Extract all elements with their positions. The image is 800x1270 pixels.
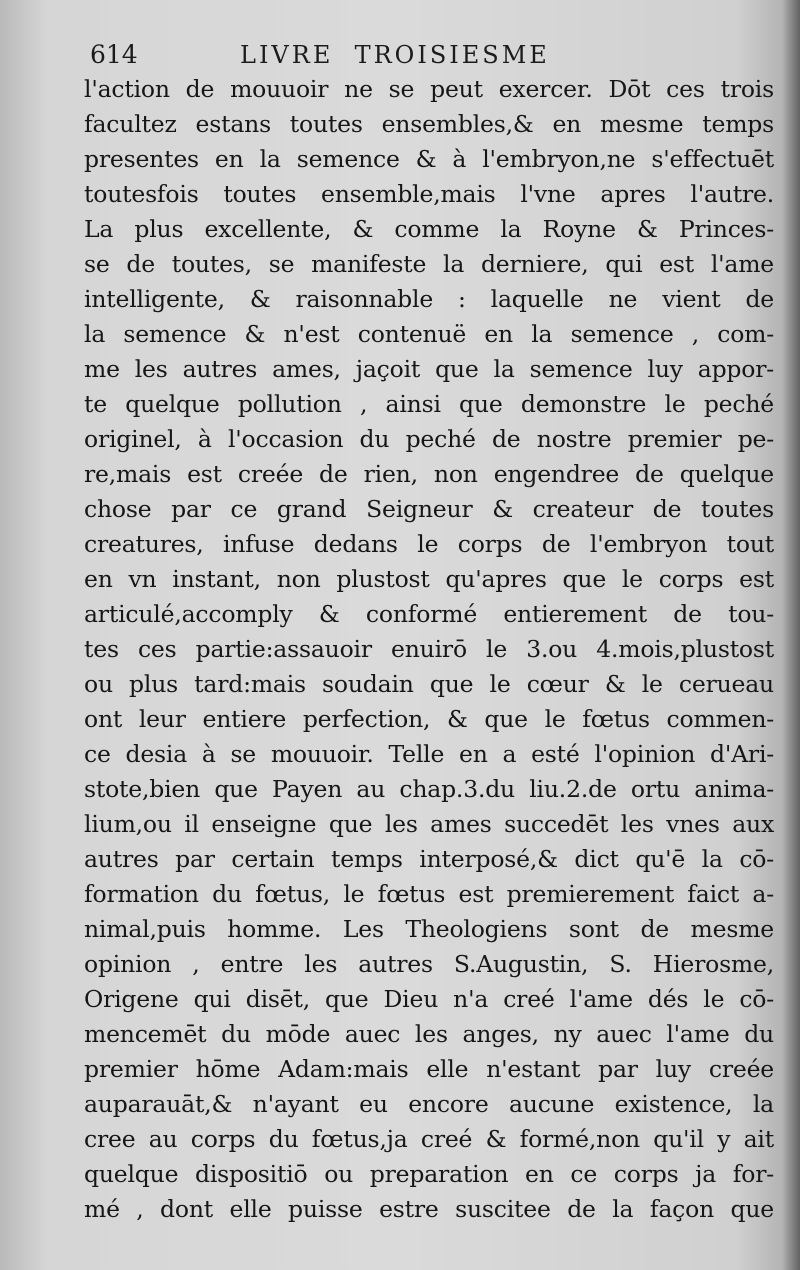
- text-line: mencemēt du mōde auec les anges, ny auec l'ame du: [84, 1020, 774, 1048]
- text-line: quelque dispositiō ou preparation en ce corps ja for-: [84, 1160, 774, 1188]
- text-line: articulé,accomply & conformé entierement de tou-: [84, 600, 774, 628]
- text-line: mé , dont elle puisse estre suscitee de la façon que: [84, 1195, 774, 1223]
- text-line: auparauāt,& n'ayant eu encore aucune existence, la: [84, 1090, 774, 1118]
- text-line: intelligente, & raisonnable : laquelle ne vient de: [84, 285, 774, 313]
- text-line: ont leur entiere perfection, & que le fœtus commen-: [84, 705, 774, 733]
- text-line: l'action de mouuoir ne se peut exercer. Dōt ces trois: [84, 75, 774, 103]
- text-line: ou plus tard:mais soudain que le cœur & le cerueau: [84, 670, 774, 698]
- text-line: ce desia à se mouuoir. Telle en a esté l'opinion d'Ari-: [84, 740, 774, 768]
- text-line: cree au corps du fœtus,ja creé & formé,non qu'il y ait: [84, 1125, 774, 1153]
- running-head: LIVRE TROISIESME: [240, 41, 550, 69]
- text-line: presentes en la semence & à l'embryon,ne s'effectuēt: [84, 145, 774, 173]
- text-line: opinion , entre les autres S.Augustin, S. Hierosme,: [84, 950, 774, 978]
- text-line: chose par ce grand Seigneur & createur de toutes: [84, 495, 774, 523]
- page-gutter-shadow: [782, 0, 800, 1270]
- text-line: tes ces partie:assauoir enuirō le 3.ou 4.mois,plustost: [84, 635, 774, 663]
- text-line: autres par certain temps interposé,& dict qu'ē la cō-: [84, 845, 774, 873]
- text-line: formation du fœtus, le fœtus est premierement faict a-: [84, 880, 774, 908]
- text-line: stote,bien que Payen au chap.3.du liu.2.de ortu anima-: [84, 775, 774, 803]
- text-line: re,mais est creée de rien, non engendree de quelque: [84, 460, 774, 488]
- text-line: Origene qui disēt, que Dieu n'a creé l'ame dés le cō-: [84, 985, 774, 1013]
- page-header: [90, 38, 650, 72]
- text-line: me les autres ames, jaçoit que la semence luy appor-: [84, 355, 774, 383]
- page-number: 614: [90, 40, 138, 69]
- text-line: originel, à l'occasion du peché de nostre premier pe-: [84, 425, 774, 453]
- text-line: creatures, infuse dedans le corps de l'embryon tout: [84, 530, 774, 558]
- text-line: facultez estans toutes ensembles,& en mesme temps: [84, 110, 774, 138]
- text-line: premier hōme Adam:mais elle n'estant par luy creée: [84, 1055, 774, 1083]
- text-line: en vn instant, non plustost qu'apres que le corps est: [84, 565, 774, 593]
- text-line: nimal,puis homme. Les Theologiens sont de mesme: [84, 915, 774, 943]
- text-line: la semence & n'est contenuë en la semence , com-: [84, 320, 774, 348]
- text-line: se de toutes, se manifeste la derniere, qui est l'ame: [84, 250, 774, 278]
- text-line: toutesfois toutes ensemble,mais l'vne apres l'autre.: [84, 180, 774, 208]
- body-text: [84, 72, 774, 1227]
- text-line: La plus excellente, & comme la Royne & Princes-: [84, 215, 774, 243]
- text-line: lium,ou il enseigne que les ames succedēt les vnes aux: [84, 810, 774, 838]
- text-line: te quelque pollution , ainsi que demonstre le peché: [84, 390, 774, 418]
